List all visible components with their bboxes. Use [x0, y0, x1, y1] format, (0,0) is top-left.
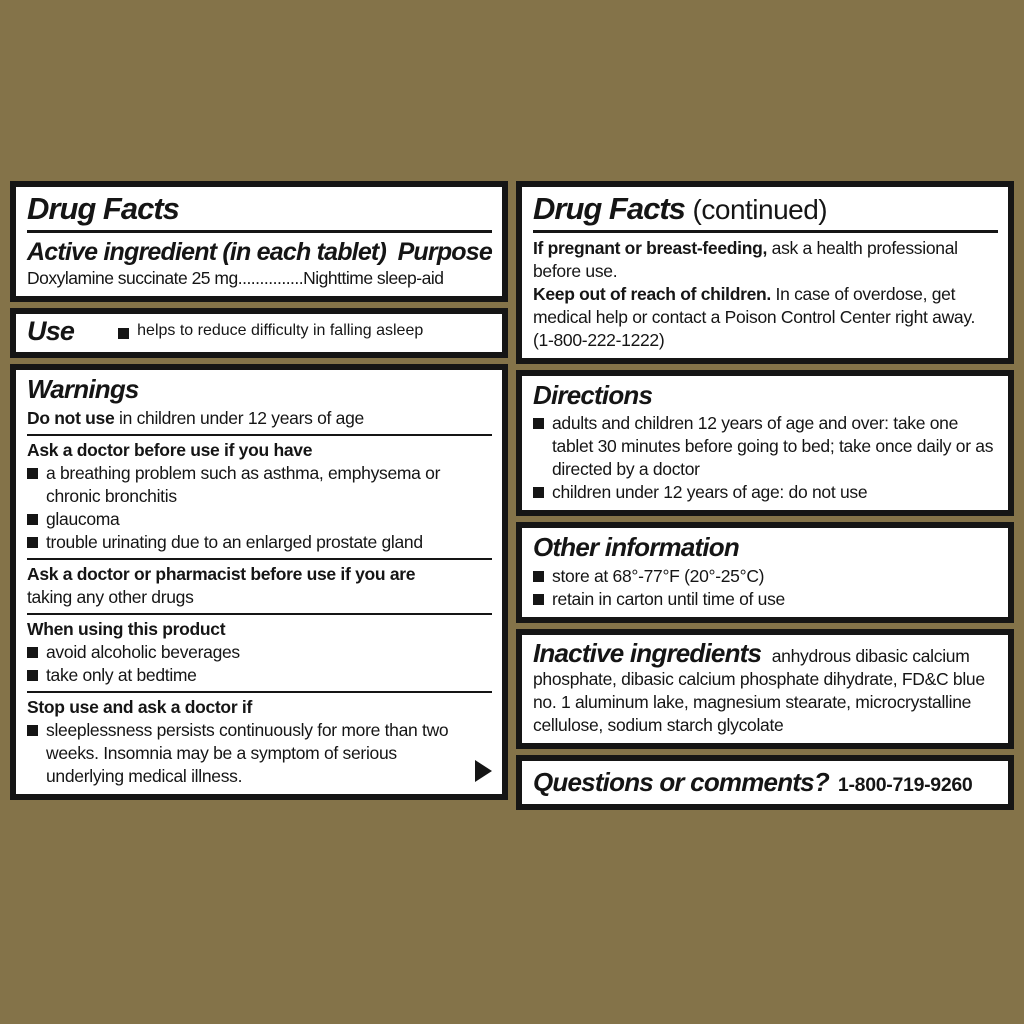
questions-box — [516, 755, 1014, 810]
right-column — [516, 181, 1014, 797]
other-information-heading: Other information — [533, 532, 739, 563]
drug-facts-header-box — [10, 181, 508, 302]
warnings-box — [10, 364, 508, 800]
drug-facts-title: Drug Facts — [27, 191, 179, 226]
use-bullet-text: helps to reduce difficulty in falling asleep — [137, 322, 424, 340]
square-bullet-icon — [27, 647, 38, 658]
section-divider — [27, 558, 492, 560]
ask-doctor-pharmacist-text: taking any other drugs — [27, 586, 194, 607]
square-bullet-icon — [533, 594, 544, 605]
section-divider — [27, 434, 492, 436]
pregnant-warning: If pregnant or breast-feeding, ask a health professional before use. — [533, 237, 958, 281]
ask-doctor-heading: Ask a doctor before use if you have — [27, 439, 313, 460]
list-item: sleeplessness persists continuously for more than two weeks. Insomnia may be a symptom of serious underlying medical illness. — [27, 719, 492, 788]
directions-box — [516, 370, 1014, 517]
left-column — [10, 181, 508, 786]
drug-facts-panel — [10, 181, 1014, 797]
list-item: take only at bedtime — [27, 664, 492, 687]
ingredient-line: Doxylamine succinate 25 mg...............Nighttime sleep-aid — [27, 267, 444, 288]
ask-doctor-pharmacist-heading: Ask a doctor or pharmacist before use if you are — [27, 563, 416, 584]
inactive-ingredients-box — [516, 629, 1014, 749]
when-using-heading: When using this product — [27, 618, 226, 639]
use-bullet-item — [118, 322, 423, 340]
list-item: store at 68°-77°F (20°-25°C) — [533, 565, 998, 588]
square-bullet-icon — [118, 328, 129, 339]
drug-facts-continued-box — [516, 181, 1014, 364]
list-item: avoid alcoholic beverages — [27, 641, 492, 664]
square-bullet-icon — [27, 468, 38, 479]
inactive-ingredients-heading: Inactive ingredients — [533, 637, 762, 668]
list-item: children under 12 years of age: do not use — [533, 481, 998, 504]
continued-arrow-icon — [475, 760, 492, 782]
square-bullet-icon — [533, 418, 544, 429]
title-divider — [27, 230, 492, 233]
directions-heading: Directions — [533, 379, 653, 410]
active-ingredient-header — [27, 237, 492, 267]
other-information-box — [516, 522, 1014, 623]
square-bullet-icon — [533, 487, 544, 498]
list-item: adults and children 12 years of age and over: take one tablet 30 minutes before going to bed; take once daily or as directed by a doctor — [533, 412, 998, 481]
questions-phone-number: 1-800-719-9260 — [837, 773, 973, 796]
use-box — [10, 308, 508, 359]
section-divider — [27, 613, 492, 615]
use-heading: Use — [27, 315, 75, 346]
questions-heading: Questions or comments? — [533, 766, 829, 797]
list-item: glaucoma — [27, 508, 492, 531]
title-divider — [533, 230, 998, 233]
purpose-label: Purpose — [397, 237, 492, 266]
stop-use-heading: Stop use and ask a doctor if — [27, 696, 252, 717]
square-bullet-icon — [27, 725, 38, 736]
keep-out-warning: Keep out of reach of children. In case of overdose, get medical help or contact a Poison Control Center right away. (1-800-222-1222) — [533, 283, 976, 350]
square-bullet-icon — [533, 571, 544, 582]
continued-suffix: (continued) — [692, 194, 828, 225]
active-ingredient-label: Active ingredient (in each tablet) — [27, 237, 386, 266]
square-bullet-icon — [27, 537, 38, 548]
list-item: trouble urinating due to an enlarged prostate gland — [27, 531, 492, 554]
warnings-heading: Warnings — [27, 374, 139, 405]
drug-facts-continued-title: Drug Facts (continued) — [533, 191, 828, 226]
square-bullet-icon — [27, 670, 38, 681]
list-item: retain in carton until time of use — [533, 588, 998, 611]
do-not-use-line: Do not use in children under 12 years of age — [27, 407, 364, 428]
inactive-ingredients-paragraph: Inactive ingredients anhydrous dibasic calcium phosphate, dibasic calcium phosphate dihydrate, FD&C blue no. 1 aluminum lake, magnesium stearate, microcrystalline cellulose, sodium starch glycolate — [533, 637, 985, 735]
section-divider — [27, 691, 492, 693]
square-bullet-icon — [27, 514, 38, 525]
list-item: a breathing problem such as asthma, emphysema or chronic bronchitis — [27, 462, 492, 508]
